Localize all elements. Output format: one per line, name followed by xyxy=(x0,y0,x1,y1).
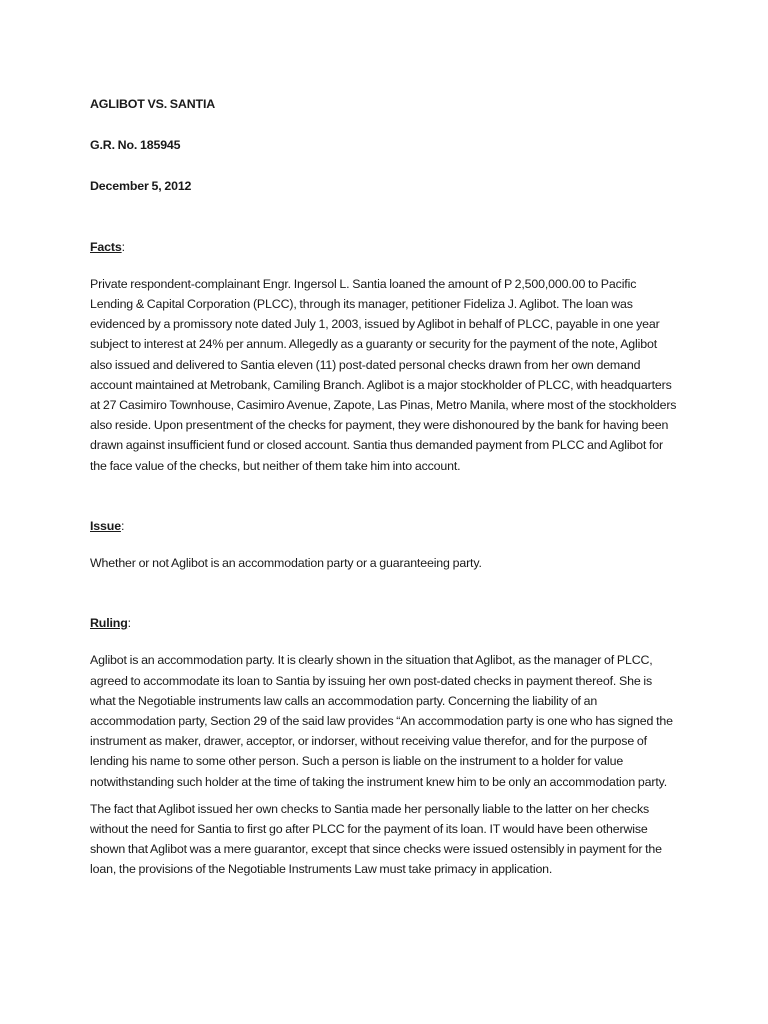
decision-date: December 5, 2012 xyxy=(90,179,192,194)
ruling-paragraph-2: The fact that Aglibot issued her own checks to Santia made her personally liable to the latter on her checks without the need for Santia to first go after PLCC for the payment of its loan. IT would have been otherwise shown that Aglibot was a mere guarantor, except that since checks were issued ostensibly in payment for the loan, the provisions of the Negotiable Instruments Law must take primacy in application. xyxy=(90,801,662,877)
issue-heading: Issue: xyxy=(90,518,125,533)
issue-paragraph: Whether or not Aglibot is an accommodation party or a guaranteeing party. xyxy=(90,556,482,571)
ruling-paragraph-1: Aglibot is an accommodation party. It is clearly shown in the situation that Aglibot, as the manager of PLCC, agreed to accommodate its loan to Santia by issuing her own post-dated checks in payment thereof. She is what the Negotiable instruments law calls an accommodation party. Concerning the liability of an accommodation party, Section 29 of the said law provides “An accommodation party is one who has signed the instrument as maker, drawer, acceptor, or indorser, without receiving value therefor, and for the purpose of lending his name to some other person. Such a person is liable on the instrument to a holder for value notwithstanding such holder at the time of taking the instrument knew him to be only an accommodation party. xyxy=(90,653,673,789)
document-body xyxy=(90,94,680,897)
facts-paragraph: Private respondent-complainant Engr. Ingersol L. Santia loaned the amount of P 2,500,000.00 to Pacific Lending & Capital Corporation (PLCC), through its manager, petitioner Fideliza J. Aglibot. The loan was evidenced by a promissory note dated July 1, 2003, issued by Aglibot in behalf of PLCC, payable in one year subject to interest at 24% per annum. Allegedly as a guaranty or security for the payment of the note, Aglibot also issued and delivered to Santia eleven (11) post-dated personal checks drawn from her own demand account maintained at Metrobank, Camiling Branch. Aglibot is a major stockholder of PLCC, with headquarters at 27 Casimiro Townhouse, Casimiro Avenue, Zapote, Las Pinas, Metro Manila, where most of the stockholders also reside. Upon presentment of the checks for payment, they were dishonoured by the bank for having been drawn against insufficient fund or closed account. Santia thus demanded payment from PLCC and Aglibot for the face value of the checks, but neither of them take him into account. xyxy=(90,276,677,473)
issue-heading-label: Issue xyxy=(90,518,121,533)
ruling-heading: Ruling: xyxy=(90,616,131,631)
gr-number: G.R. No. 185945 xyxy=(90,138,181,153)
facts-heading-label: Facts xyxy=(90,239,122,254)
facts-heading: Facts: xyxy=(90,239,125,254)
ruling-heading-label: Ruling xyxy=(90,616,128,631)
case-title: AGLIBOT VS. SANTIA xyxy=(90,97,216,111)
